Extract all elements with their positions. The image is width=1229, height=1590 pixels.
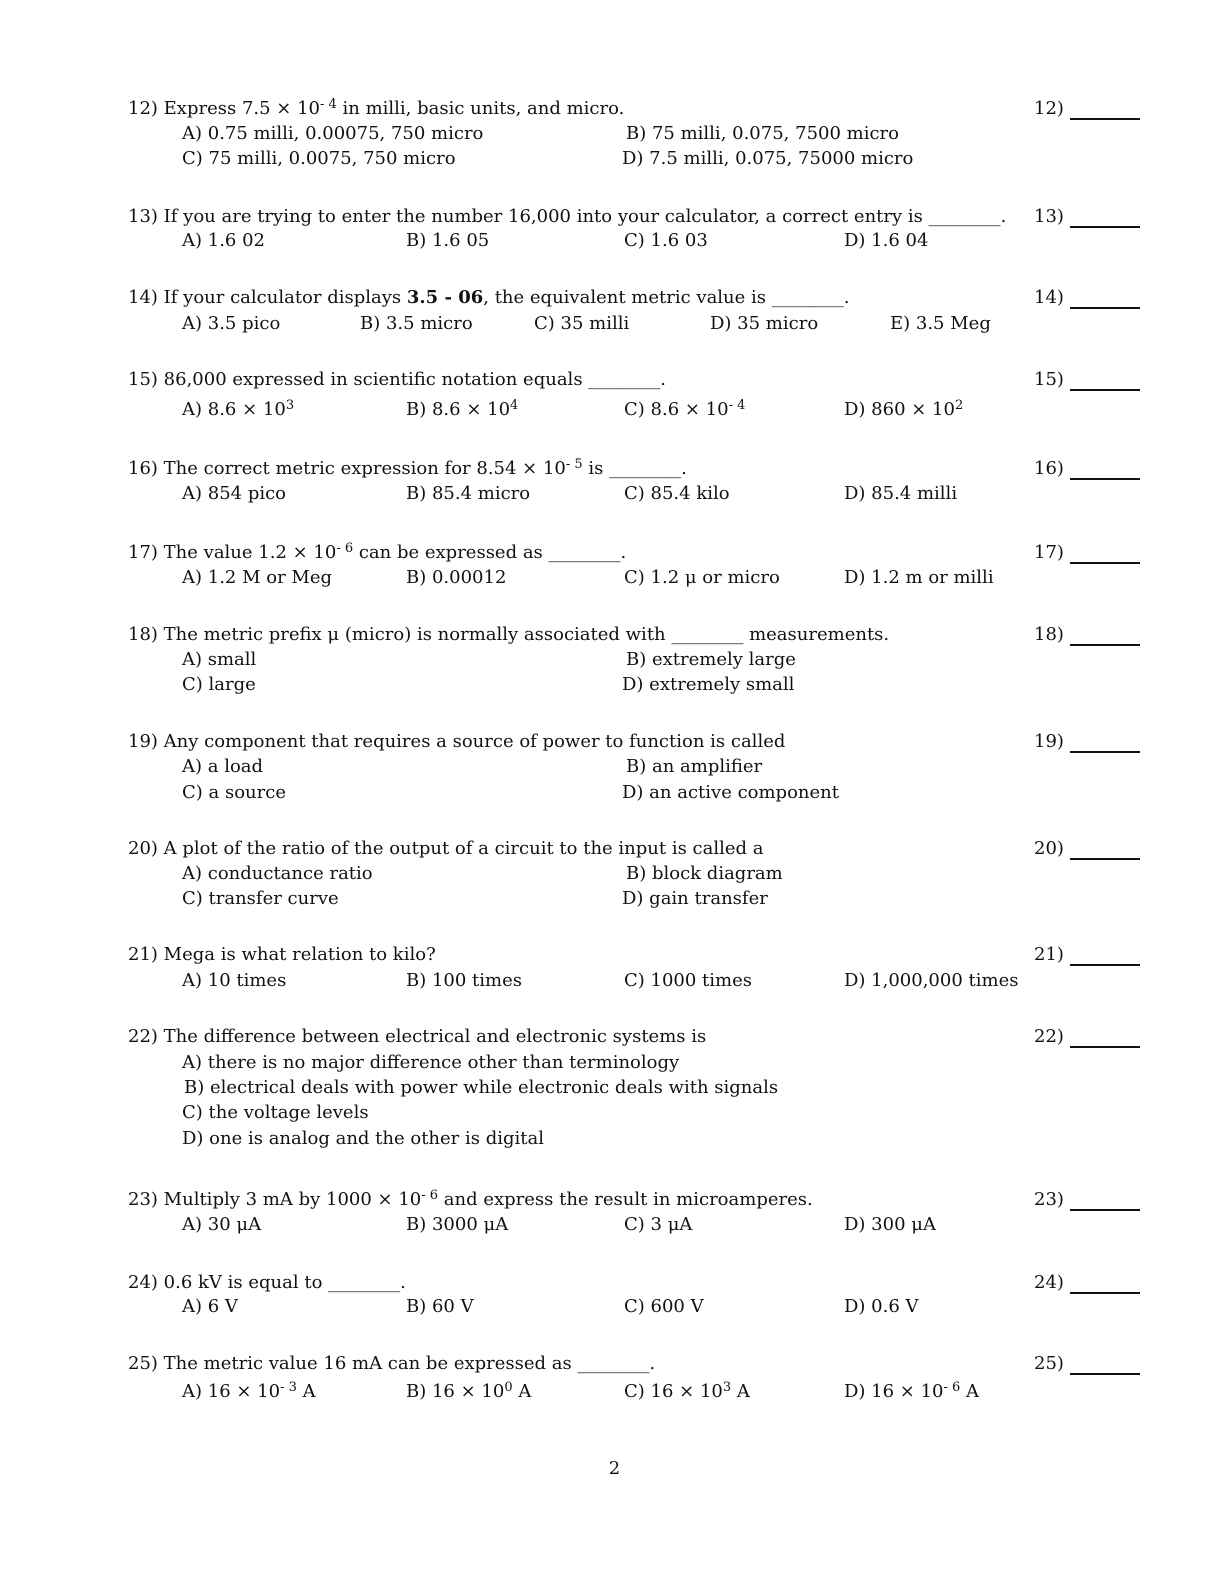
- question-number: 23): [128, 1189, 158, 1210]
- answer-number: 14): [1034, 287, 1064, 308]
- answer-number: 13): [1034, 206, 1064, 227]
- answer-blank[interactable]: [1070, 858, 1140, 860]
- answer-blank[interactable]: [1070, 1209, 1140, 1211]
- option-c[interactable]: C) $16 \times 10^3$ A: [624, 1380, 750, 1402]
- answer-blank[interactable]: [1070, 389, 1140, 391]
- question-stem: 24) 0.6 kV is equal to ________.: [128, 1272, 406, 1293]
- answer-blank[interactable]: [1070, 226, 1140, 228]
- option-b[interactable]: B) 75 milli, 0.075, 7500 micro: [626, 123, 899, 144]
- question-stem: 14) If your calculator displays 3.5 - 06, the equivalent metric value is ________.: [128, 287, 850, 308]
- option-d[interactable]: D) one is analog and the other is digital: [182, 1128, 544, 1149]
- option-d[interactable]: D) $860 \times 10^2$: [844, 398, 964, 420]
- option-c[interactable]: C) $8.6 \times 10^{- 4}$: [624, 398, 746, 420]
- question-stem: 19) Any component that requires a source of power to function is called: [128, 731, 786, 752]
- question-number: 19): [128, 731, 158, 752]
- option-a[interactable]: A) small: [182, 649, 257, 670]
- option-d[interactable]: D) 85.4 milli: [844, 483, 958, 504]
- option-c[interactable]: C) 85.4 kilo: [624, 483, 730, 504]
- answer-number: 16): [1034, 458, 1064, 479]
- option-b[interactable]: B) 1.6 05: [406, 230, 490, 251]
- answer-blank[interactable]: [1070, 1292, 1140, 1294]
- answer-blank[interactable]: [1070, 644, 1140, 646]
- answer-blank[interactable]: [1070, 478, 1140, 480]
- question-stem: 25) The metric value 16 mA can be expressed as ________.: [128, 1353, 656, 1374]
- answer-blank[interactable]: [1070, 1046, 1140, 1048]
- option-a[interactable]: A) 3.5 pico: [182, 313, 281, 334]
- answer-blank[interactable]: [1070, 118, 1140, 120]
- option-c[interactable]: C) 600 V: [624, 1296, 704, 1317]
- option-b[interactable]: B) block diagram: [626, 863, 783, 884]
- option-a[interactable]: A) 10 times: [182, 970, 287, 991]
- option-d[interactable]: D) 300 μA: [844, 1214, 936, 1235]
- option-c[interactable]: C) 1.2 μ or micro: [624, 567, 780, 588]
- option-a[interactable]: A) 0.75 milli, 0.00075, 750 micro: [182, 123, 484, 144]
- answer-blank[interactable]: [1070, 307, 1140, 309]
- option-d[interactable]: D) 1.6 04: [844, 230, 929, 251]
- answer-number: 23): [1034, 1189, 1064, 1210]
- option-c[interactable]: C) 1.6 03: [624, 230, 708, 251]
- page-number: 2: [608, 1458, 621, 1479]
- answer-blank[interactable]: [1070, 562, 1140, 564]
- option-b[interactable]: B) 100 times: [406, 970, 522, 991]
- option-a[interactable]: A) $8.6 \times 10^3$: [182, 398, 295, 420]
- option-a[interactable]: A) 1.2 M or Meg: [182, 567, 333, 588]
- answer-blank[interactable]: [1070, 1373, 1140, 1375]
- option-e[interactable]: E) 3.5 Meg: [890, 313, 991, 334]
- option-a[interactable]: A) a load: [182, 756, 264, 777]
- question-stem: 20) A plot of the ratio of the output of a circuit to the input is called a: [128, 838, 764, 859]
- option-b[interactable]: B) extremely large: [626, 649, 796, 670]
- question-stem: 16) The correct metric expression for $8.54 \times 10^{- 5}$ is ________.: [128, 457, 687, 479]
- question-number: 22): [128, 1026, 158, 1047]
- option-d[interactable]: D) extremely small: [622, 674, 795, 695]
- answer-number: 20): [1034, 838, 1064, 859]
- option-b[interactable]: B) an amplifier: [626, 756, 763, 777]
- question-number: 18): [128, 624, 158, 645]
- question-stem: 17) The value $1.2 \times 10^{- 6}$ can be expressed as ________.: [128, 541, 627, 563]
- answer-number: 15): [1034, 369, 1064, 390]
- option-b[interactable]: B) 0.00012: [406, 567, 507, 588]
- option-a[interactable]: A) conductance ratio: [182, 863, 373, 884]
- option-c[interactable]: C) transfer curve: [182, 888, 339, 909]
- answer-number: 18): [1034, 624, 1064, 645]
- option-a[interactable]: A) 30 μA: [182, 1214, 262, 1235]
- answer-number: 24): [1034, 1272, 1064, 1293]
- option-c[interactable]: C) the voltage levels: [182, 1102, 369, 1123]
- option-a[interactable]: A) there is no major difference other than terminology: [182, 1052, 680, 1073]
- option-d[interactable]: D) $16 \times 10^{- 6}$ A: [844, 1380, 980, 1402]
- answer-number: 22): [1034, 1026, 1064, 1047]
- answer-number: 19): [1034, 731, 1064, 752]
- option-a[interactable]: A) $16 \times 10^{- 3}$ A: [182, 1380, 316, 1402]
- question-number: 15): [128, 369, 158, 390]
- option-c[interactable]: C) 1000 times: [624, 970, 752, 991]
- option-d[interactable]: D) 35 micro: [710, 313, 819, 334]
- answer-number: 17): [1034, 542, 1064, 563]
- answer-blank[interactable]: [1070, 964, 1140, 966]
- option-c[interactable]: C) 3 μA: [624, 1214, 693, 1235]
- answer-number: 25): [1034, 1353, 1064, 1374]
- question-number: 17): [128, 542, 158, 563]
- question-number: 24): [128, 1272, 158, 1293]
- answer-number: 21): [1034, 944, 1064, 965]
- question-number: 16): [128, 458, 158, 479]
- option-b[interactable]: B) $16 \times 10^0$ A: [406, 1380, 532, 1402]
- question-stem: 23) Multiply 3 mA by $1000 \times 10^{- 6}$ and express the result in microamperes.: [128, 1188, 813, 1210]
- option-d[interactable]: D) 0.6 V: [844, 1296, 919, 1317]
- option-b[interactable]: B) 85.4 micro: [406, 483, 531, 504]
- question-stem: 18) The metric prefix μ (micro) is normally associated with ________ measurements.: [128, 624, 890, 645]
- answer-number: 12): [1034, 98, 1064, 119]
- option-d[interactable]: D) gain transfer: [622, 888, 768, 909]
- question-number: 14): [128, 287, 158, 308]
- option-d[interactable]: D) 1,000,000 times: [844, 970, 1019, 991]
- option-b[interactable]: B) $8.6 \times 10^4$: [406, 398, 519, 420]
- option-c[interactable]: C) large: [182, 674, 256, 695]
- option-b[interactable]: B) 3000 μA: [406, 1214, 509, 1235]
- question-stem: 21) Mega is what relation to kilo?: [128, 944, 436, 965]
- question-number: 12): [128, 98, 158, 119]
- option-c[interactable]: C) a source: [182, 782, 286, 803]
- option-d[interactable]: D) an active component: [622, 782, 839, 803]
- option-c[interactable]: C) 75 milli, 0.0075, 750 micro: [182, 148, 456, 169]
- option-a[interactable]: A) 1.6 02: [182, 230, 265, 251]
- question-number: 13): [128, 206, 158, 227]
- option-b[interactable]: B) 60 V: [406, 1296, 474, 1317]
- option-a[interactable]: A) 854 pico: [182, 483, 287, 504]
- question-stem: 13) If you are trying to enter the number 16,000 into your calculator, a correct entry is ________.: [128, 206, 1007, 227]
- question-stem: 15) 86,000 expressed in scientific notation equals ________.: [128, 369, 666, 390]
- option-b[interactable]: B) 3.5 micro: [360, 313, 473, 334]
- option-d[interactable]: D) 7.5 milli, 0.075, 75000 micro: [622, 148, 914, 169]
- calculator-display: 3.5 - 06: [406, 287, 484, 308]
- option-a[interactable]: A) 6 V: [182, 1296, 238, 1317]
- question-stem: 12) Express $7.5 \times 10^{- 4}$ in milli, basic units, and micro.: [128, 97, 625, 119]
- answer-blank[interactable]: [1070, 751, 1140, 753]
- option-c[interactable]: C) 35 milli: [534, 313, 630, 334]
- question-stem: 22) The difference between electrical and electronic systems is: [128, 1026, 707, 1047]
- option-b[interactable]: B) electrical deals with power while electronic deals with signals: [184, 1077, 779, 1098]
- option-d[interactable]: D) 1.2 m or milli: [844, 567, 994, 588]
- question-number: 21): [128, 944, 158, 965]
- question-number: 20): [128, 838, 158, 859]
- question-number: 25): [128, 1353, 158, 1374]
